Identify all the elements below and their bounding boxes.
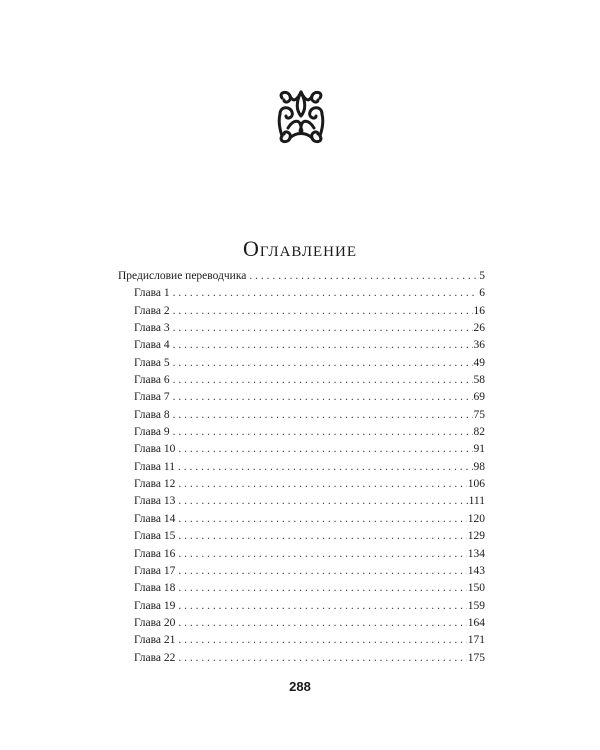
toc-entry-label: Глава 14: [134, 512, 176, 525]
toc-entry[interactable]: [118, 632, 485, 649]
toc-entry-page: 143: [467, 564, 485, 577]
toc-entry-page: 111: [468, 495, 485, 508]
dot-leader: [178, 476, 466, 493]
toc-entry-label: Глава 9: [134, 426, 170, 439]
toc-entry[interactable]: [118, 459, 485, 476]
toc-entry-page: 120: [467, 512, 485, 525]
dot-leader: [178, 511, 466, 528]
toc-entry[interactable]: [118, 615, 485, 632]
toc-entry-label: Глава 11: [134, 460, 175, 473]
toc-entry[interactable]: [118, 511, 485, 528]
toc-entry-page: 75: [473, 408, 485, 421]
toc-entry-label: Глава 5: [134, 356, 170, 369]
toc-entry-page: 159: [467, 599, 485, 612]
toc-entry-page: 164: [467, 616, 485, 629]
dot-leader: [173, 407, 473, 424]
toc-entry-label: Глава 8: [134, 408, 170, 421]
toc-entry-page: 58: [473, 374, 485, 387]
toc-entry-page: 98: [473, 460, 485, 473]
toc-entry[interactable]: [118, 355, 485, 372]
toc-entry-label: Глава 1: [134, 287, 170, 300]
dot-leader: [173, 355, 473, 372]
toc-entry[interactable]: [118, 650, 485, 667]
dot-leader: [178, 650, 466, 667]
toc-entry-label: Глава 12: [134, 478, 176, 491]
dot-leader: [173, 337, 473, 354]
dot-leader: [249, 268, 478, 285]
toc-entry[interactable]: [118, 441, 485, 458]
toc-entry-label: Предисловие переводчика: [118, 270, 247, 282]
toc-entry-page: 6: [479, 287, 485, 300]
dot-leader: [173, 320, 473, 337]
toc-entry[interactable]: [118, 303, 485, 320]
toc-entry-label: Глава 2: [134, 304, 170, 317]
toc-entry-label: Глава 19: [134, 599, 176, 612]
toc-entry-page: 82: [473, 426, 485, 439]
dot-leader: [173, 424, 473, 441]
toc-entry[interactable]: [118, 546, 485, 563]
toc-entry-page: 69: [473, 391, 485, 404]
toc-entry-page: 49: [473, 356, 485, 369]
toc-entry-label: Глава 22: [134, 651, 176, 664]
toc-entry[interactable]: [118, 493, 485, 510]
page-number: 288: [289, 679, 311, 694]
toc-entry-label: Глава 10: [134, 443, 176, 456]
toc-entry-label: Глава 13: [134, 495, 176, 508]
toc-entry-label: Глава 18: [134, 582, 176, 595]
toc-entry-page: 129: [467, 530, 485, 543]
toc-entry[interactable]: [118, 320, 485, 337]
toc-entry-label: Глава 7: [134, 391, 170, 404]
dot-leader: [173, 389, 473, 406]
toc-entry-label: Глава 6: [134, 374, 170, 387]
dot-leader: [173, 372, 473, 389]
toc-entry-page: 91: [473, 443, 485, 456]
dot-leader: [178, 528, 466, 545]
toc-entry-page: 106: [467, 478, 485, 491]
toc-entry-label: Глава 17: [134, 564, 176, 577]
toc-entry-page: 171: [467, 634, 485, 647]
dot-leader: [173, 303, 473, 320]
dot-leader: [178, 598, 466, 615]
toc-entry[interactable]: [118, 528, 485, 545]
toc-entry-label: Глава 16: [134, 547, 176, 560]
toc-entry-page: 150: [467, 582, 485, 595]
dot-leader: [178, 563, 466, 580]
toc-entry-label: Глава 15: [134, 530, 176, 543]
toc-entry[interactable]: [118, 580, 485, 597]
page-title: Оглавление: [242, 236, 358, 261]
toc-entry-label: Глава 4: [134, 339, 170, 352]
toc-entry[interactable]: [118, 372, 485, 389]
toc-entry[interactable]: [118, 268, 485, 285]
dot-leader: [178, 493, 467, 510]
toc-entry-label: Глава 3: [134, 322, 170, 335]
floral-ornament-icon: [276, 88, 326, 146]
toc-entry-page: 134: [467, 547, 485, 560]
toc-entry[interactable]: [118, 476, 485, 493]
dot-leader: [178, 546, 466, 563]
toc-entry-page: 26: [473, 322, 485, 335]
toc-entry-page: 16: [473, 304, 485, 317]
toc-entry[interactable]: [118, 598, 485, 615]
toc-entry[interactable]: [118, 337, 485, 354]
toc-entry-page: 175: [467, 651, 485, 664]
toc-entry-page: 5: [479, 270, 485, 282]
dot-leader: [178, 459, 473, 476]
dot-leader: [178, 441, 472, 458]
toc-entry-label: Глава 21: [134, 634, 176, 647]
toc-entry[interactable]: [118, 285, 485, 302]
toc-entry[interactable]: [118, 424, 485, 441]
dot-leader: [178, 580, 466, 597]
toc-entry[interactable]: [118, 389, 485, 406]
dot-leader: [178, 632, 466, 649]
dot-leader: [178, 615, 466, 632]
toc-entry[interactable]: [118, 407, 485, 424]
toc-entry-page: 36: [473, 339, 485, 352]
dot-leader: [173, 285, 479, 302]
toc-entry[interactable]: [118, 563, 485, 580]
table-of-contents: [118, 268, 485, 667]
toc-entry-label: Глава 20: [134, 616, 176, 629]
